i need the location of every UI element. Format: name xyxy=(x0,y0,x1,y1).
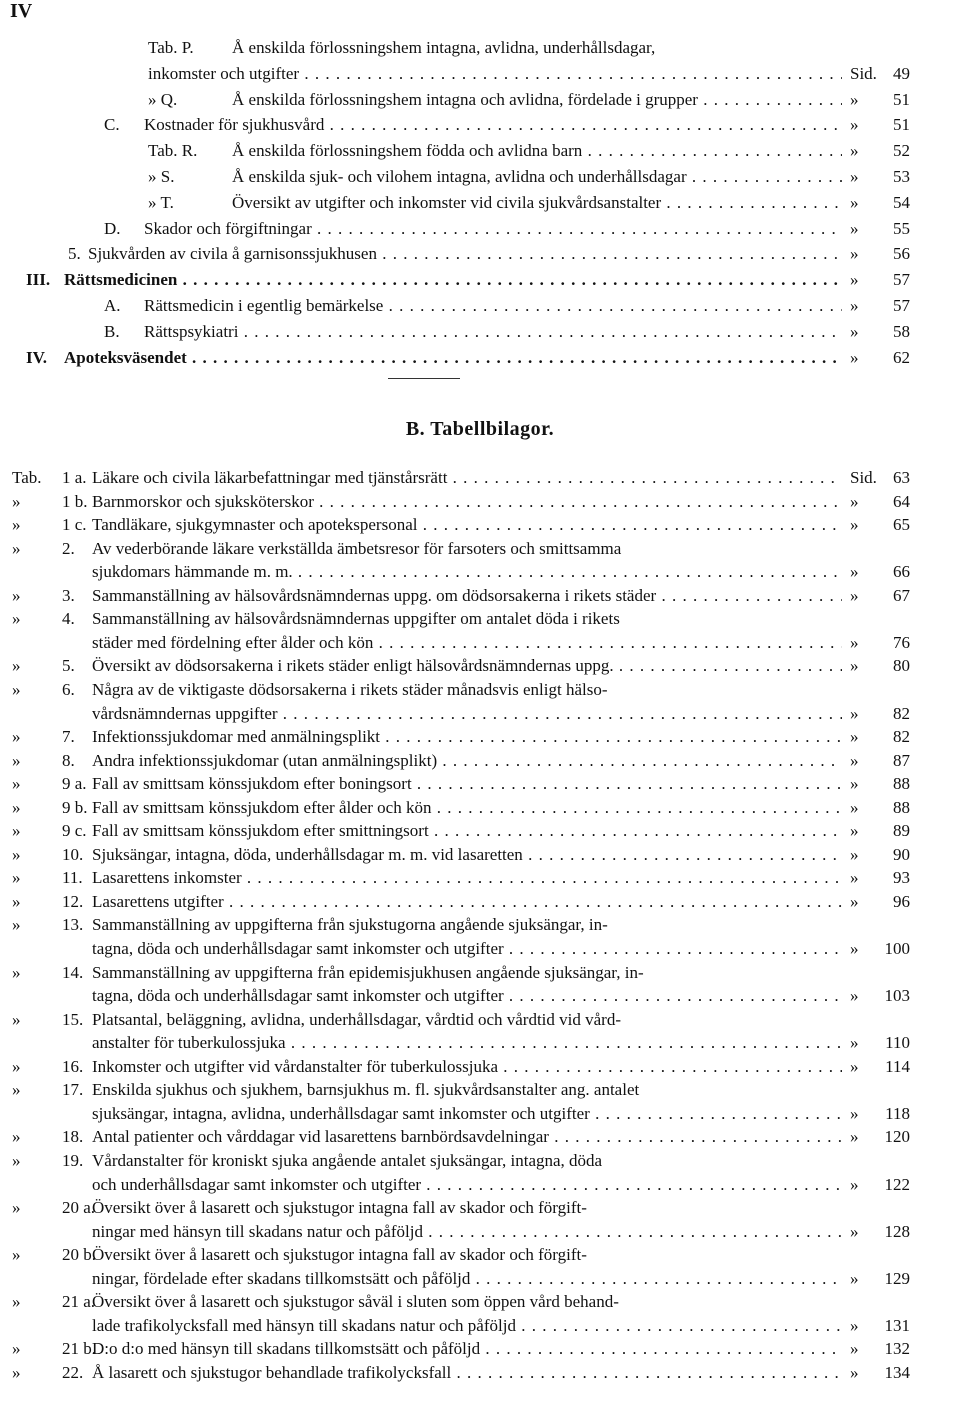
toc-entry xyxy=(0,749,960,773)
toc-page-number: 53 xyxy=(893,167,910,186)
toc-prefix: » xyxy=(12,656,21,676)
toc-title: Av vederbörande läkare verkställda ämbetsresor för farsoters och smittsamma xyxy=(92,538,622,558)
toc-ref: » xyxy=(850,296,859,315)
toc-title: städer med fördelning efter ålder och kön . . . xyxy=(92,631,842,655)
toc-entry xyxy=(0,1031,960,1055)
toc-ref: » xyxy=(850,1362,859,1382)
toc-entry xyxy=(0,584,960,608)
toc-title: Sjuksängar, intagna, döda, underhållsdagar m. m. vid lasaretten . . . xyxy=(92,843,842,867)
toc-entry xyxy=(0,346,960,370)
toc-entry xyxy=(0,1125,960,1149)
toc-ref: » xyxy=(850,1056,859,1076)
toc-ref: » xyxy=(850,727,859,747)
toc-label: 12. xyxy=(62,891,84,911)
toc-ref: » xyxy=(850,89,859,109)
toc-entry xyxy=(0,866,960,890)
toc-title: Infektionssjukdomar med anmälningsplikt . . . xyxy=(92,725,842,749)
toc-page-number: 57 xyxy=(893,270,910,290)
toc-entry xyxy=(0,702,960,726)
toc-page-number: 128 xyxy=(884,1221,910,1241)
toc-label: 9 c. xyxy=(62,821,87,841)
toc-title: Platsantal, beläggning, avlidna, underhållsdagar, vårdtid och vårdtid vid vård- xyxy=(92,1009,622,1029)
toc-prefix: » xyxy=(12,1362,21,1382)
toc-label: 21 b. xyxy=(62,1339,96,1359)
toc-ref: » xyxy=(850,774,859,794)
toc-ref: » xyxy=(850,844,859,864)
toc-prefix: » xyxy=(12,727,21,747)
toc-entry xyxy=(0,796,960,820)
toc-ref: » xyxy=(850,821,859,841)
toc-label: 17. xyxy=(62,1080,84,1100)
toc-label: A. xyxy=(104,296,121,315)
toc-ref: » xyxy=(850,192,859,212)
toc-prefix: » xyxy=(12,868,21,888)
toc-page-number: 110 xyxy=(885,1033,910,1053)
toc-title: Å enskilda förlossningshem födda och avlidna barn . . . xyxy=(232,139,842,163)
toc-label: 1 a. xyxy=(62,468,87,487)
toc-prefix: » xyxy=(12,609,21,629)
toc-page-number: 62 xyxy=(893,347,910,367)
toc-label: 8. xyxy=(62,750,75,770)
toc-page-number: 82 xyxy=(893,727,910,747)
toc-title: ningar med hänsyn till skadans natur och påföljd . . . xyxy=(92,1220,842,1244)
toc-page-number: 131 xyxy=(884,1315,910,1335)
toc-prefix: » xyxy=(12,1127,21,1147)
toc-page-number: 88 xyxy=(893,797,910,817)
toc-title: Inkomster och utgifter vid vårdanstalter för tuberkulossjuka . . . xyxy=(92,1055,842,1079)
toc-page-number: 103 xyxy=(884,986,910,1006)
toc-ref: » xyxy=(850,515,859,535)
toc-page-number: 55 xyxy=(893,218,910,238)
toc-entry xyxy=(0,1243,960,1267)
toc-title: Å lasarett och sjukstugor behandlade trafikolycksfall . . . xyxy=(92,1361,842,1385)
toc-title: Fall av smittsam könssjukdom efter boningsort . . . xyxy=(92,772,842,796)
toc-prefix: » xyxy=(12,962,21,982)
toc-page-number: 65 xyxy=(893,515,910,535)
toc-entry xyxy=(0,217,960,241)
toc-ref: » xyxy=(850,868,859,888)
toc-entry xyxy=(0,88,960,112)
toc-ref: » xyxy=(850,939,859,958)
toc-page-number: 66 xyxy=(893,562,910,582)
toc-entry xyxy=(0,1055,960,1079)
toc-entry xyxy=(0,772,960,796)
toc-title: Några av de viktigaste dödsorsakerna i rikets städer månadsvis enligt hälso- xyxy=(92,679,608,699)
toc-page-number: 100 xyxy=(884,939,910,958)
toc-label: B. xyxy=(104,321,120,341)
toc-prefix: » xyxy=(12,891,21,911)
toc-page-number: 132 xyxy=(884,1339,910,1359)
toc-title: sjukdomars hämmande m. m. . . . xyxy=(92,560,842,584)
toc-entry xyxy=(0,1149,960,1173)
section-b-heading: B. Tabellbilagor. xyxy=(405,418,555,440)
toc-ref: » xyxy=(850,750,859,770)
toc-ref: » xyxy=(850,321,859,341)
toc-page-number: 89 xyxy=(893,821,910,841)
toc-title: Skador och förgiftningar . . . xyxy=(144,217,842,241)
toc-title: Sjukvården av civila å garnisonssjukhusen . . . xyxy=(88,242,842,266)
toc-label: C. xyxy=(104,115,120,135)
toc-entry xyxy=(0,1290,960,1314)
toc-prefix: » xyxy=(12,1292,21,1312)
toc-title: Vårdanstalter för kroniskt sjuka angående antalet sjuksängar, intagna, döda xyxy=(92,1150,603,1170)
toc-entry xyxy=(0,466,960,490)
toc-entry xyxy=(0,268,960,292)
toc-entry xyxy=(0,843,960,867)
toc-title: lade trafikolycksfall med hänsyn till skadans natur och påföljd . . . xyxy=(92,1314,842,1338)
toc-title: ningar, fördelade efter skadans tillkomstsätt och påföljd . . . xyxy=(92,1267,842,1291)
toc-prefix: III. xyxy=(26,270,51,290)
toc-prefix: » xyxy=(12,750,21,770)
toc-label: 18. xyxy=(62,1127,84,1147)
toc-ref: Sid. xyxy=(850,468,877,487)
toc-page-number: 54 xyxy=(893,192,910,212)
toc-entry xyxy=(0,631,960,655)
toc-title: Antal patienter och vårddagar vid lasarettens barnbördsavdelningar . . . xyxy=(92,1125,842,1149)
toc-title: Rättsmedicin i egentlig bemärkelse . . . xyxy=(144,294,842,318)
toc-label: 6. xyxy=(62,679,75,699)
toc-title: inkomster och utgifter . . . xyxy=(148,62,842,86)
toc-title: Lasarettens inkomster . . . xyxy=(92,866,842,890)
toc-page-number: 51 xyxy=(893,89,910,109)
toc-page-number: 88 xyxy=(893,774,910,794)
toc-title: Å enskilda förlossningshem intagna och avlidna, fördelade i grupper . . . xyxy=(232,88,842,112)
toc-entry xyxy=(0,725,960,749)
toc-page-number: 118 xyxy=(885,1103,910,1123)
toc-prefix: » xyxy=(12,774,21,794)
toc-ref: » xyxy=(850,167,859,186)
toc-title: Tandläkare, sjukgymnaster och apotekspersonal . . . xyxy=(92,513,842,537)
toc-ref: » xyxy=(850,1127,859,1147)
toc-entry xyxy=(0,113,960,137)
toc-prefix: » xyxy=(12,1339,21,1359)
toc-title: Fall av smittsam könssjukdom efter smittningsort . . . xyxy=(92,819,842,843)
toc-label: 5. xyxy=(62,656,75,676)
toc-entry xyxy=(0,320,960,344)
toc-title: Rättsmedicinen . . . xyxy=(64,268,842,292)
toc-label: 9 b. xyxy=(62,797,88,817)
toc-label: 1 b. xyxy=(62,491,88,511)
toc-prefix: » xyxy=(12,1080,21,1100)
toc-label: 22. xyxy=(62,1362,84,1382)
toc-ref: » xyxy=(850,115,859,135)
toc-prefix: » xyxy=(12,515,21,535)
toc-prefix: IV. xyxy=(26,347,47,367)
toc-page-number: 51 xyxy=(893,115,910,135)
toc-prefix: » xyxy=(12,1056,21,1076)
toc-page-number: 56 xyxy=(893,244,910,264)
toc-ref: » xyxy=(850,1315,859,1335)
toc-prefix: » xyxy=(12,538,21,558)
toc-ref: » xyxy=(850,270,859,290)
page-number: IV xyxy=(10,0,33,22)
toc-ref: » xyxy=(850,218,859,238)
toc-title: vårdsnämndernas uppgifter . . . xyxy=(92,702,842,726)
toc-ref: » xyxy=(850,585,859,605)
toc-label: D. xyxy=(104,218,121,238)
toc-entry xyxy=(0,537,960,561)
toc-label: 1 c. xyxy=(62,515,87,535)
toc-page-number: 64 xyxy=(893,491,910,511)
toc-label: » S. xyxy=(148,167,175,186)
toc-entry xyxy=(0,1361,960,1385)
toc-entry xyxy=(0,890,960,914)
toc-title: Lasarettens utgifter . . . xyxy=(92,890,842,914)
toc-prefix: » xyxy=(12,491,21,511)
toc-title: Barnmorskor och sjuksköterskor . . . xyxy=(92,490,842,514)
toc-page-number: 134 xyxy=(884,1362,910,1382)
toc-title: och underhållsdagar samt inkomster och utgifter . . . xyxy=(92,1173,842,1197)
toc-title: Rättspsykiatri . . . xyxy=(144,320,842,344)
toc-prefix: » xyxy=(12,585,21,605)
toc-title: Översikt över å lasarett och sjukstugor såväl i sluten som öppen vård behand- xyxy=(92,1292,619,1312)
toc-page-number: 57 xyxy=(893,296,910,315)
toc-title: tagna, döda och underhållsdagar samt inkomster och utgifter . . . xyxy=(92,937,842,961)
toc-entry xyxy=(0,560,960,584)
toc-title: sjuksängar, intagna, avlidna, underhållsdagar samt inkomster och utgifter . . . xyxy=(92,1102,842,1126)
toc-page-number: 49 xyxy=(893,63,910,83)
toc-entry xyxy=(0,513,960,537)
toc-ref: Sid. xyxy=(850,63,877,83)
toc-ref: » xyxy=(850,1268,859,1288)
toc-entry xyxy=(0,678,960,702)
toc-entry xyxy=(0,937,960,961)
toc-page-number: 93 xyxy=(893,868,910,888)
toc-entry xyxy=(0,1102,960,1126)
toc-entry xyxy=(0,165,960,189)
toc-entry xyxy=(0,490,960,514)
toc-title: tagna, döda och underhållsdagar samt inkomster och utgifter . . . xyxy=(92,984,842,1008)
toc-entry xyxy=(0,242,960,266)
toc-entry xyxy=(0,607,960,631)
toc-ref: » xyxy=(850,797,859,817)
toc-ref: » xyxy=(850,1221,859,1241)
toc-page-number: 58 xyxy=(893,321,910,341)
toc-entry xyxy=(0,913,960,937)
toc-entry xyxy=(0,984,960,1008)
toc-prefix: » xyxy=(12,1150,21,1170)
toc-page-number: 63 xyxy=(893,468,910,487)
toc-entry xyxy=(0,1267,960,1291)
toc-label: » T. xyxy=(148,192,174,212)
toc-entry xyxy=(0,654,960,678)
toc-label: 19. xyxy=(62,1150,84,1170)
toc-label: » Q. xyxy=(148,89,178,109)
toc-prefix: » xyxy=(12,1198,21,1218)
toc-title: Fall av smittsam könssjukdom efter ålder och kön . . . xyxy=(92,796,842,820)
toc-entry xyxy=(0,1220,960,1244)
toc-title: Översikt över å lasarett och sjukstugor intagna fall av skador och förgift- xyxy=(92,1245,587,1265)
toc-page-number: 82 xyxy=(893,703,910,723)
toc-label: 10. xyxy=(62,844,84,864)
toc-ref: » xyxy=(850,986,859,1006)
toc-entry xyxy=(0,819,960,843)
toc-ref: » xyxy=(850,632,859,652)
toc-ref: » xyxy=(850,1033,859,1053)
toc-entry xyxy=(0,1078,960,1102)
toc-page-number: 114 xyxy=(885,1056,910,1076)
toc-ref: » xyxy=(850,891,859,911)
toc-ref: » xyxy=(850,1174,859,1194)
toc-page-number: 76 xyxy=(893,632,910,652)
toc-prefix: » xyxy=(12,679,21,699)
toc-title: Översikt över å lasarett och sjukstugor intagna fall av skador och förgift- xyxy=(92,1198,587,1218)
toc-prefix: » xyxy=(12,797,21,817)
toc-ref: » xyxy=(850,562,859,582)
toc-label: 20 a. xyxy=(62,1198,96,1218)
toc-label: 21 a. xyxy=(62,1292,96,1312)
toc-label: 2. xyxy=(62,538,75,558)
toc-label: 14. xyxy=(62,962,84,982)
toc-prefix: » xyxy=(12,844,21,864)
toc-title: Andra infektionssjukdomar (utan anmälningsplikt) . . . xyxy=(92,749,842,773)
toc-prefix: » xyxy=(12,1009,21,1029)
toc-label: Tab. R. xyxy=(148,141,198,161)
toc-ref: » xyxy=(850,491,859,511)
toc-entry xyxy=(0,1008,960,1032)
toc-label: 7. xyxy=(62,727,75,747)
toc-label: 9 a. xyxy=(62,774,87,794)
toc-ref: » xyxy=(850,141,859,161)
toc-prefix: Tab. xyxy=(12,468,42,487)
toc-label: 15. xyxy=(62,1009,84,1029)
toc-title: Läkare och civila läkarbefattningar med tjänstårsrätt . . . xyxy=(92,466,842,490)
toc-ref: » xyxy=(850,1103,859,1123)
toc-title: Sammanställning av hälsovårdsnämndernas uppg. om dödsorsakerna i rikets städer . . . xyxy=(92,584,842,608)
toc-label: Tab. P. xyxy=(148,38,194,57)
toc-title: Kostnader för sjukhusvård . . . xyxy=(144,113,842,137)
toc-title: Översikt av utgifter och inkomster vid civila sjukvårdsanstalter . . . xyxy=(232,191,842,215)
toc-page-number: 90 xyxy=(893,844,910,864)
toc-prefix: » xyxy=(12,915,21,935)
toc-page-number: 67 xyxy=(893,585,910,605)
toc-page-number: 52 xyxy=(893,141,910,161)
toc-title: anstalter för tuberkulossjuka . . . xyxy=(92,1031,842,1055)
toc-title: Enskilda sjukhus och sjukhem, barnsjukhus m. fl. sjukvårdsanstalter ang. antalet xyxy=(92,1080,640,1100)
toc-prefix: » xyxy=(12,821,21,841)
toc-entry xyxy=(0,139,960,163)
toc-title: Sammanställning av uppgifterna från sjukstugorna angående sjuksängar, in- xyxy=(92,915,608,935)
toc-label: 5. xyxy=(68,244,81,264)
section-divider xyxy=(388,378,460,379)
toc-entry xyxy=(0,191,960,215)
toc-page-number: 87 xyxy=(893,750,910,770)
toc-entry xyxy=(0,1196,960,1220)
toc-title: Sammanställning av hälsovårdsnämndernas uppgifter om antalet döda i rikets xyxy=(92,609,620,629)
toc-title: Apoteksväsendet . . . xyxy=(64,346,842,370)
toc-title: Å enskilda sjuk- och vilohem intagna, avlidna och underhållsdagar . . . xyxy=(232,165,842,189)
toc-page-number: 122 xyxy=(884,1174,910,1194)
toc-entry xyxy=(0,1314,960,1338)
toc-page-number: 80 xyxy=(893,656,910,676)
toc-entry xyxy=(0,294,960,318)
toc-page-number: 120 xyxy=(884,1127,910,1147)
toc-entry xyxy=(0,961,960,985)
toc-page-number: 96 xyxy=(893,891,910,911)
toc-label: 11. xyxy=(62,868,83,888)
toc-entry xyxy=(0,36,960,60)
toc-entry xyxy=(0,1173,960,1197)
toc-title: Översikt av dödsorsakerna i rikets städer enligt hälsovårdsnämndernas uppg. . . . xyxy=(92,654,842,678)
toc-entry xyxy=(0,62,960,86)
toc-page-number: 129 xyxy=(884,1268,910,1288)
toc-title: D:o d:o med hänsyn till skadans tillkomstsätt och påföljd . . . xyxy=(92,1337,842,1361)
toc-label: 4. xyxy=(62,609,75,629)
toc-title: Å enskilda förlossningshem intagna, avlidna, underhållsdagar, xyxy=(232,38,656,57)
toc-label: 16. xyxy=(62,1056,84,1076)
toc-label: 13. xyxy=(62,915,84,935)
toc-entry xyxy=(0,1337,960,1361)
toc-title: Sammanställning av uppgifterna från epidemisjukhusen angående sjuksängar, in- xyxy=(92,962,644,982)
toc-prefix: » xyxy=(12,1245,21,1265)
toc-ref: » xyxy=(850,244,859,264)
toc-ref: » xyxy=(850,347,859,367)
toc-ref: » xyxy=(850,1339,859,1359)
toc-label: 3. xyxy=(62,585,75,605)
toc-ref: » xyxy=(850,703,859,723)
toc-ref: » xyxy=(850,656,859,676)
toc-label: 20 b. xyxy=(62,1245,96,1265)
